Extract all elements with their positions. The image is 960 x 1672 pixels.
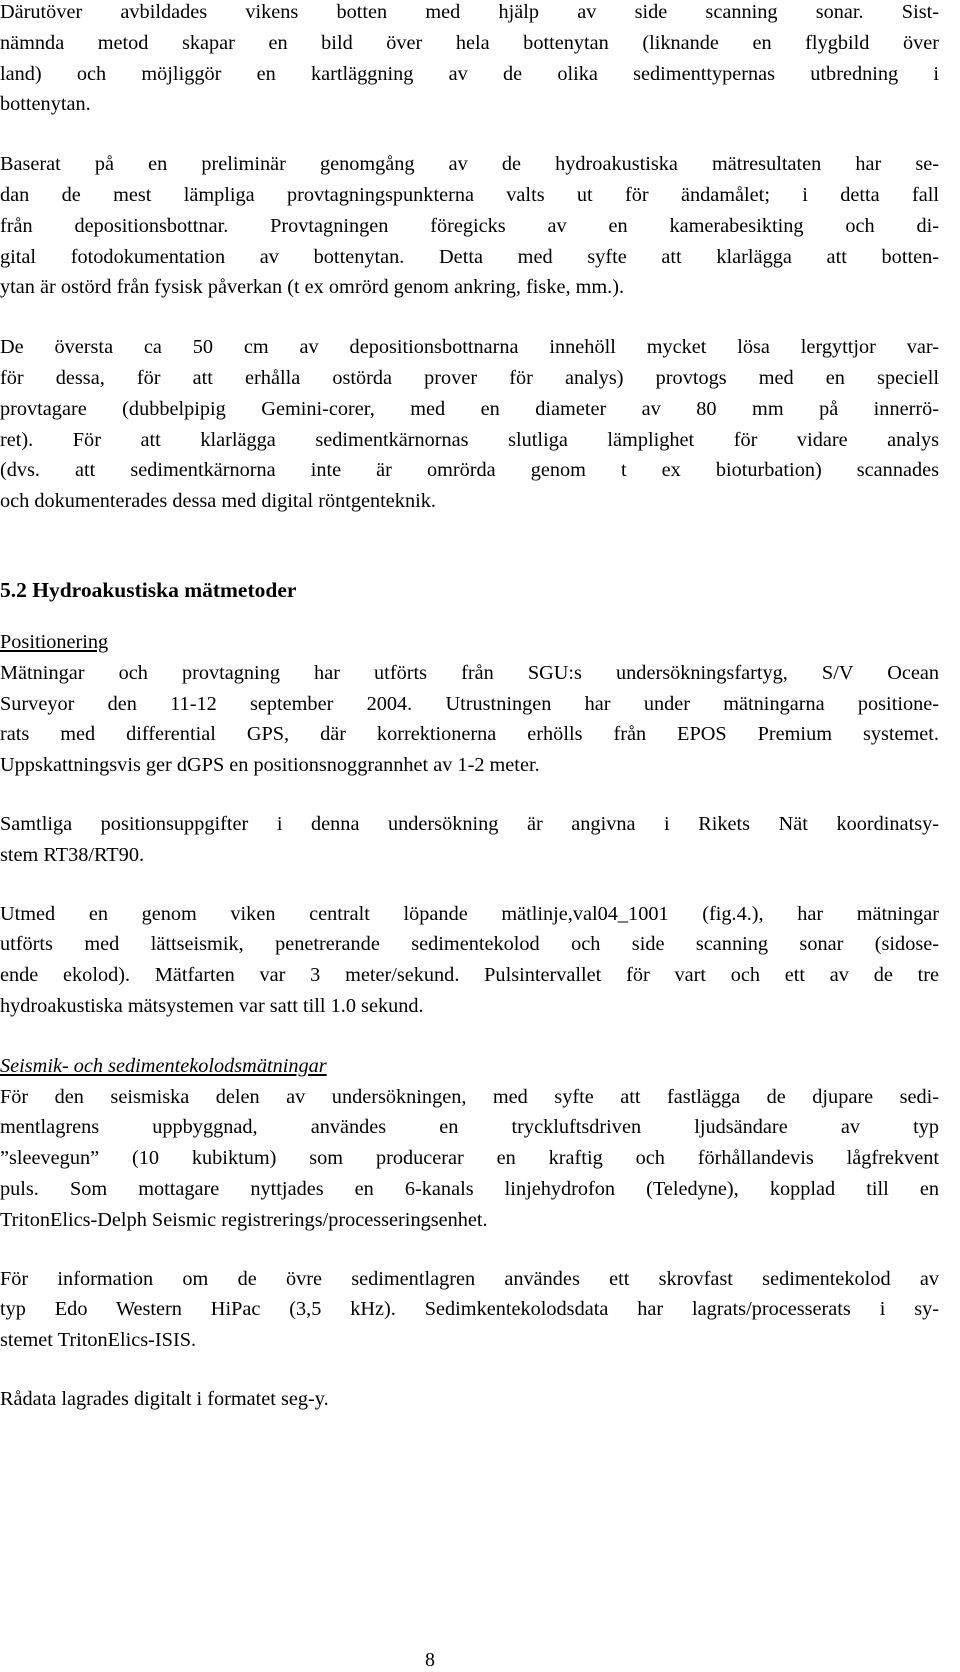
section-heading: 5.2 Hydroakustiska mätmetoder — [0, 577, 297, 602]
text-line: För den seismiska delen av undersökningen, med syfte att fastlägga de djupare sedi- — [0, 1085, 939, 1108]
subheading-positionering: Positionering — [0, 630, 109, 653]
page-number: 8 — [425, 1649, 435, 1671]
text-line: stemet TritonElics-ISIS. — [0, 1329, 197, 1352]
paragraph-matlinje — [0, 899, 939, 1022]
text-line: De översta ca 50 cm av depositionsbottnarna innehöll mycket lösa lergyttjor var- — [0, 336, 939, 359]
text-line: ytan är ostörd från fysisk påverkan (t ex omrörd genom ankring, fiske, mm.). — [0, 276, 625, 299]
text-line: gital fotodokumentation av bottenytan. Detta med syfte att klarlägga att botten- — [0, 245, 939, 268]
text-line: Surveyor den 11-12 september 2004. Utrustningen har under mätningarna positione- — [0, 692, 939, 715]
text-line: Därutöver avbildades vikens botten med hjälp av side scanning sonar. Sist- — [0, 1, 939, 23]
text-line: Utmed en genom viken centralt löpande mätlinje,val04_1001 (fig.4.), har mätningar — [0, 902, 939, 925]
text-line: rats med differential GPS, där korrektionerna erhölls från EPOS Premium systemet. — [0, 723, 939, 746]
text-line: Rådata lagrades digitalt i formatet seg-y. — [0, 1387, 329, 1410]
text-line: från depositionsbottnar. Provtagningen föregicks av en kamerabesikting och di- — [0, 214, 939, 237]
paragraph-depositionsbottnar — [0, 332, 939, 517]
paragraph-positionering — [0, 658, 939, 781]
text-line: ret). För att klarlägga sedimentkärnornas slutliga lämplighet för vidare analys — [0, 428, 939, 451]
text-line: Baserat på en preliminär genomgång av de hydroakustiska mätresultaten har se- — [0, 153, 939, 176]
subheading-seismik: Seismik- och sedimentekolodsmätningar — [0, 1054, 327, 1077]
text-line: Samtliga positionsuppgifter i denna undersökning är angivna i Rikets Nät koordinatsy- — [0, 812, 939, 835]
text-line: bottenytan. — [0, 93, 91, 116]
text-line: Mätningar och provtagning har utförts från SGU:s undersökningsfartyg, S/V Ocean — [0, 661, 939, 684]
text-line: puls. Som mottagare nyttjades en 6-kanals linjehydrofon (Teledyne), kopplad till en — [0, 1177, 939, 1200]
text-line: stem RT38/RT90. — [0, 843, 145, 866]
text-line: för dessa, för att erhålla ostörda prover för analys) provtogs med en speciell — [0, 366, 939, 389]
paragraph-provtagningspunkter — [0, 149, 939, 303]
text-line: utförts med lättseismik, penetrerande sedimentekolod och side scanning sonar (sidose- — [0, 933, 939, 956]
text-line: och dokumenterades dessa med digital röntgenteknik. — [0, 490, 436, 513]
text-line: ”sleevegun” (10 kubiktum) som producerar en kraftig och förhållandevis lågfrekvent — [0, 1147, 939, 1170]
text-line: typ Edo Western HiPac (3,5 kHz). Sedimkentekolodsdata har lagrats/processerats i sy- — [0, 1298, 939, 1321]
paragraph-seismik — [0, 1082, 939, 1236]
text-line: Uppskattningsvis ger dGPS en positionsnoggrannhet av 1-2 meter. — [0, 754, 540, 777]
text-line: ende ekolod). Mätfarten var 3 meter/sekund. Pulsintervallet för vart och ett av de tre — [0, 964, 939, 987]
text-line: dan de mest lämpliga provtagningspunkterna valts ut för ändamålet; i detta fall — [0, 183, 939, 206]
text-line: (dvs. att sedimentkärnorna inte är omrörda genom t ex bioturbation) scannades — [0, 459, 939, 482]
paragraph-koordinatsystem — [0, 809, 939, 871]
text-line: För information om de övre sedimentlagren användes ett skrovfast sedimentekolod av — [0, 1267, 939, 1290]
paragraph-side-scanning — [0, 0, 939, 120]
text-line: nämnda metod skapar en bild över hela bottenytan (liknande en flygbild över — [0, 31, 939, 54]
text-line: provtagare (dubbelpipig Gemini-corer, med en diameter av 80 mm på innerrö- — [0, 397, 939, 420]
paragraph-sedimentekolod — [0, 1264, 939, 1356]
text-line: TritonElics-Delph Seismic registrerings/processeringsenhet. — [0, 1208, 488, 1231]
paragraph-radata — [0, 1384, 939, 1415]
text-line: hydroakustiska mätsystemen var satt till 1.0 sekund. — [0, 994, 424, 1017]
text-line: mentlagrens uppbyggnad, användes en tryckluftsdriven ljudsändare av typ — [0, 1116, 939, 1139]
text-line: land) och möjliggör en kartläggning av de olika sedimenttypernas utbredning i — [0, 62, 939, 85]
